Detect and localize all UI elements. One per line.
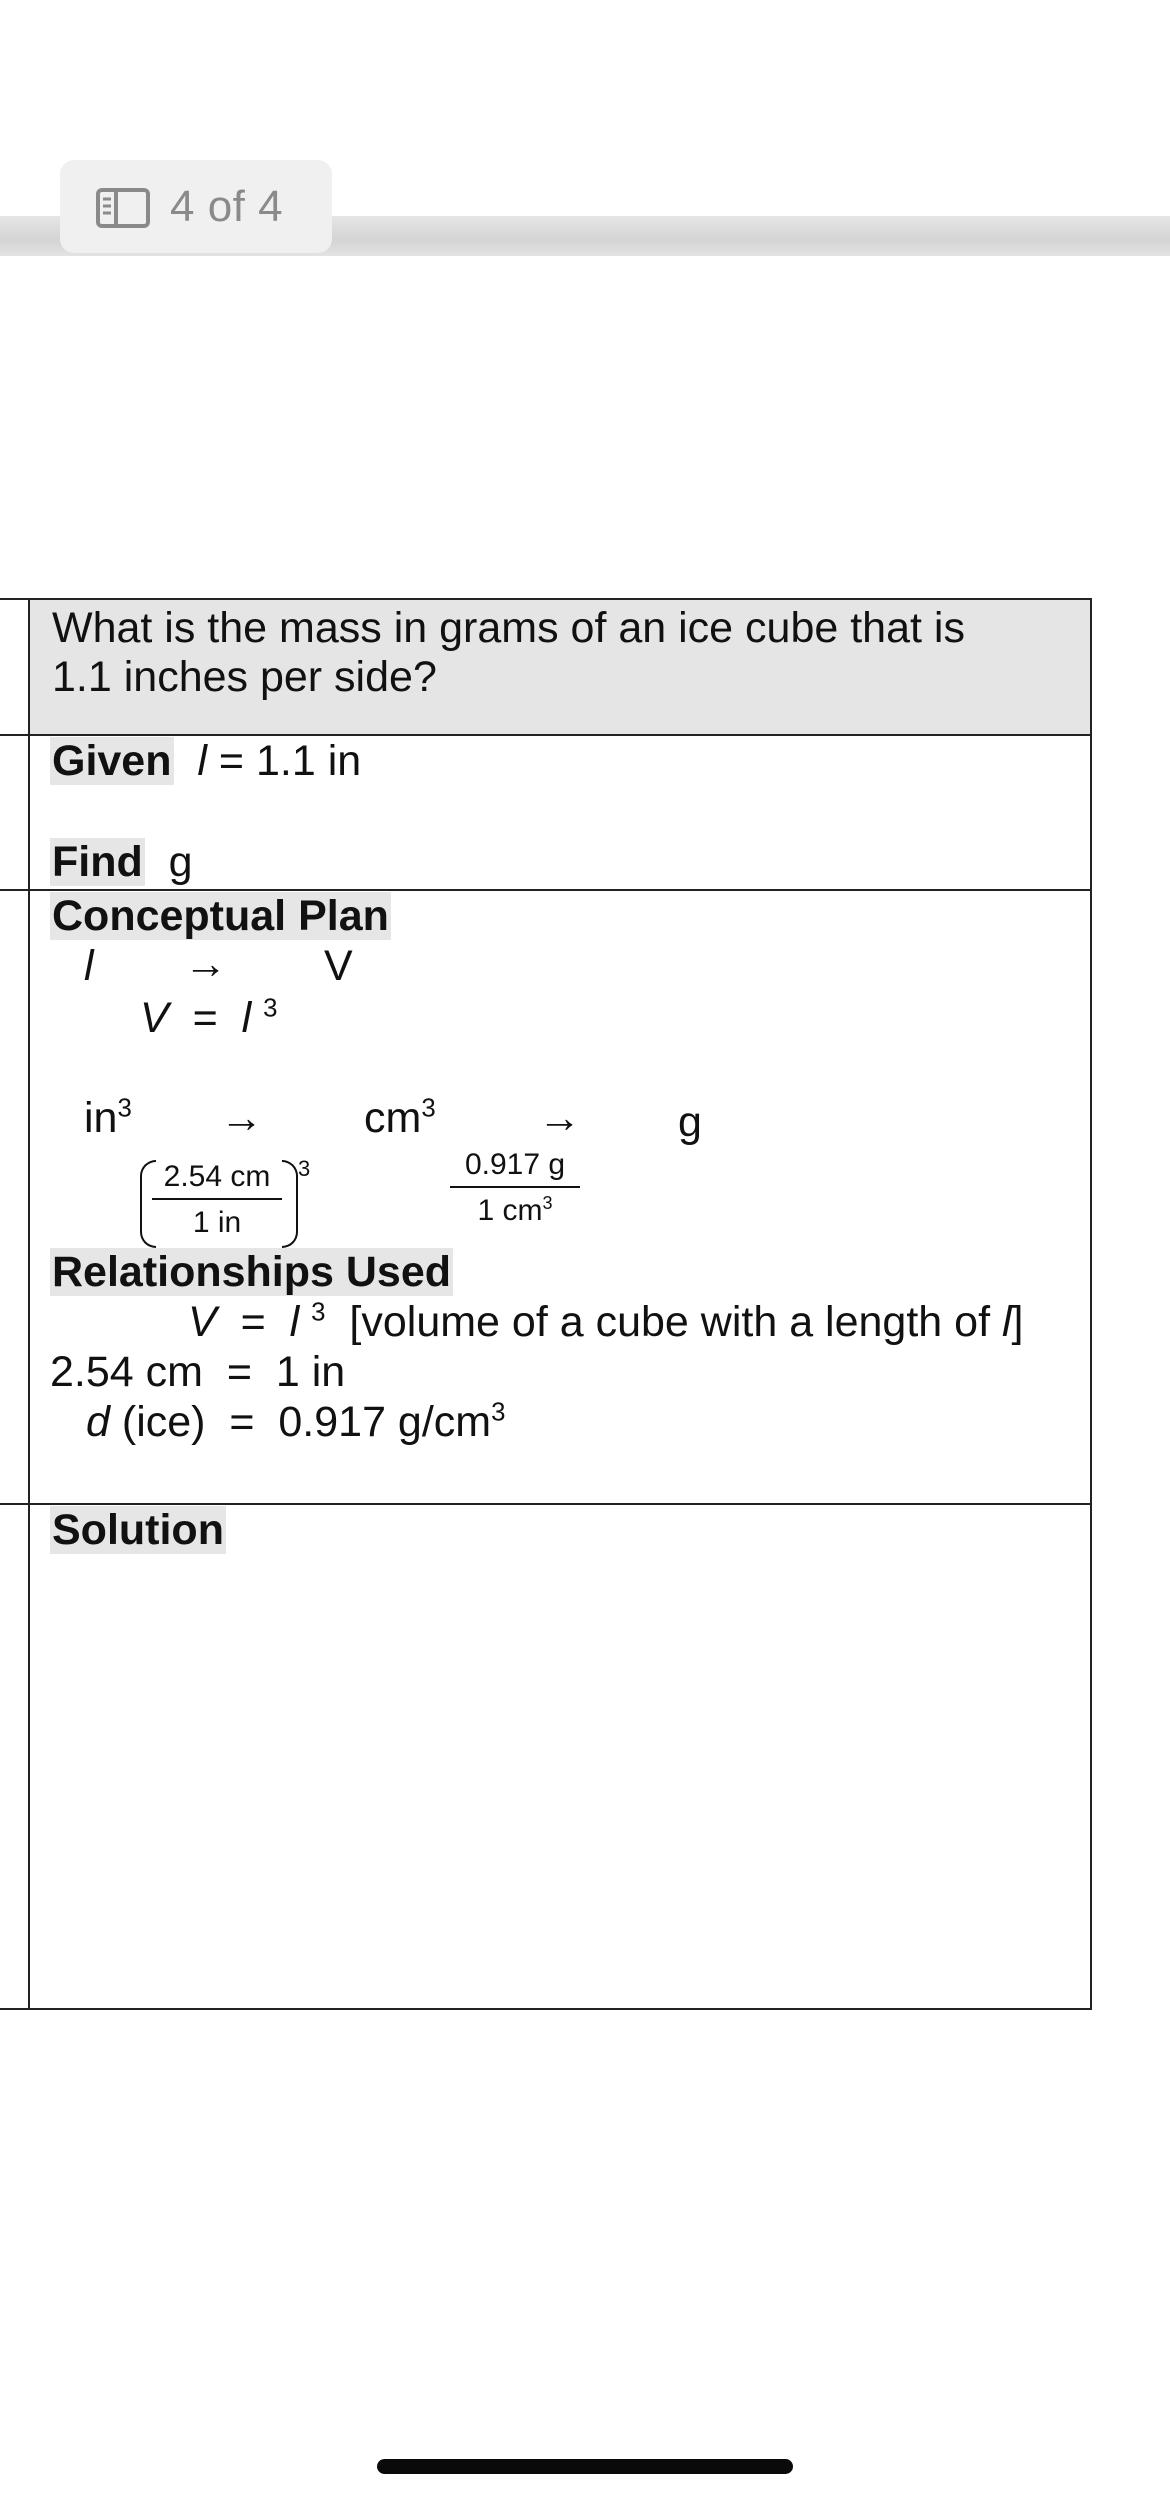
table-row-divider [0, 889, 1090, 891]
relationships-label: Relationships Used [52, 1248, 452, 1296]
plan-step1-relation: V = l $^3$ [140, 994, 278, 1042]
given-value: = 1.1 in [218, 737, 362, 785]
solution-label: Solution [52, 1506, 224, 1554]
factor1-exponent: 3 [298, 1156, 311, 1181]
table-row-divider [0, 734, 1090, 736]
question-line-1: What is the mass in grams of an ice cube that is [52, 604, 965, 652]
home-indicator[interactable] [377, 2459, 793, 2474]
find-value: g [168, 838, 193, 886]
conversion-factor-density: $\frac{0.917 g}{1 cm^3}$ [450, 1148, 580, 1228]
plan-step2-unit-cm-cubed: $cm^3$ [364, 1094, 436, 1142]
arrow-icon: → [220, 1094, 263, 1142]
plan-step2-unit-inches-cubed: $in^3$ [84, 1094, 132, 1142]
plan-step1-from: l [84, 942, 94, 990]
relationship-density: d (ice) = 0.917 $g/cm^3$ [86, 1398, 506, 1446]
conceptual-plan-heading [50, 892, 391, 941]
page-counter-text: 4 of 4 [170, 182, 284, 231]
table-left-column-line [28, 600, 30, 2008]
page-counter-pill[interactable] [60, 160, 332, 253]
plan-step2-unit-grams: g [678, 1098, 702, 1146]
conversion-factor-cm-per-in: $\frac{2.54 cm}{1 in}$ [152, 1160, 282, 1240]
relationship-volume: V = l $^3$ [volume of a cube with a length of l] [188, 1298, 1024, 1346]
solution-heading [50, 1506, 226, 1555]
given-row [50, 737, 361, 786]
find-row [50, 838, 193, 887]
arrow-icon: → [538, 1094, 581, 1142]
plan-step1-to: V [324, 942, 353, 990]
question-line-2: 1.1 inches per side? [52, 653, 437, 701]
conceptual-plan-label: Conceptual Plan [52, 892, 389, 940]
given-label: Given [52, 737, 172, 785]
right-paren [282, 1160, 298, 1248]
arrow-icon: → [184, 940, 227, 988]
table-row-divider [0, 1503, 1090, 1505]
relationship-cm-in: 2.54 cm = 1 in [50, 1348, 346, 1396]
find-label: Find [52, 838, 143, 886]
relationships-heading [50, 1248, 453, 1297]
problem-worksheet-table [0, 598, 1092, 2010]
sidebar-panel-icon [96, 188, 150, 233]
given-variable: l [197, 737, 207, 785]
